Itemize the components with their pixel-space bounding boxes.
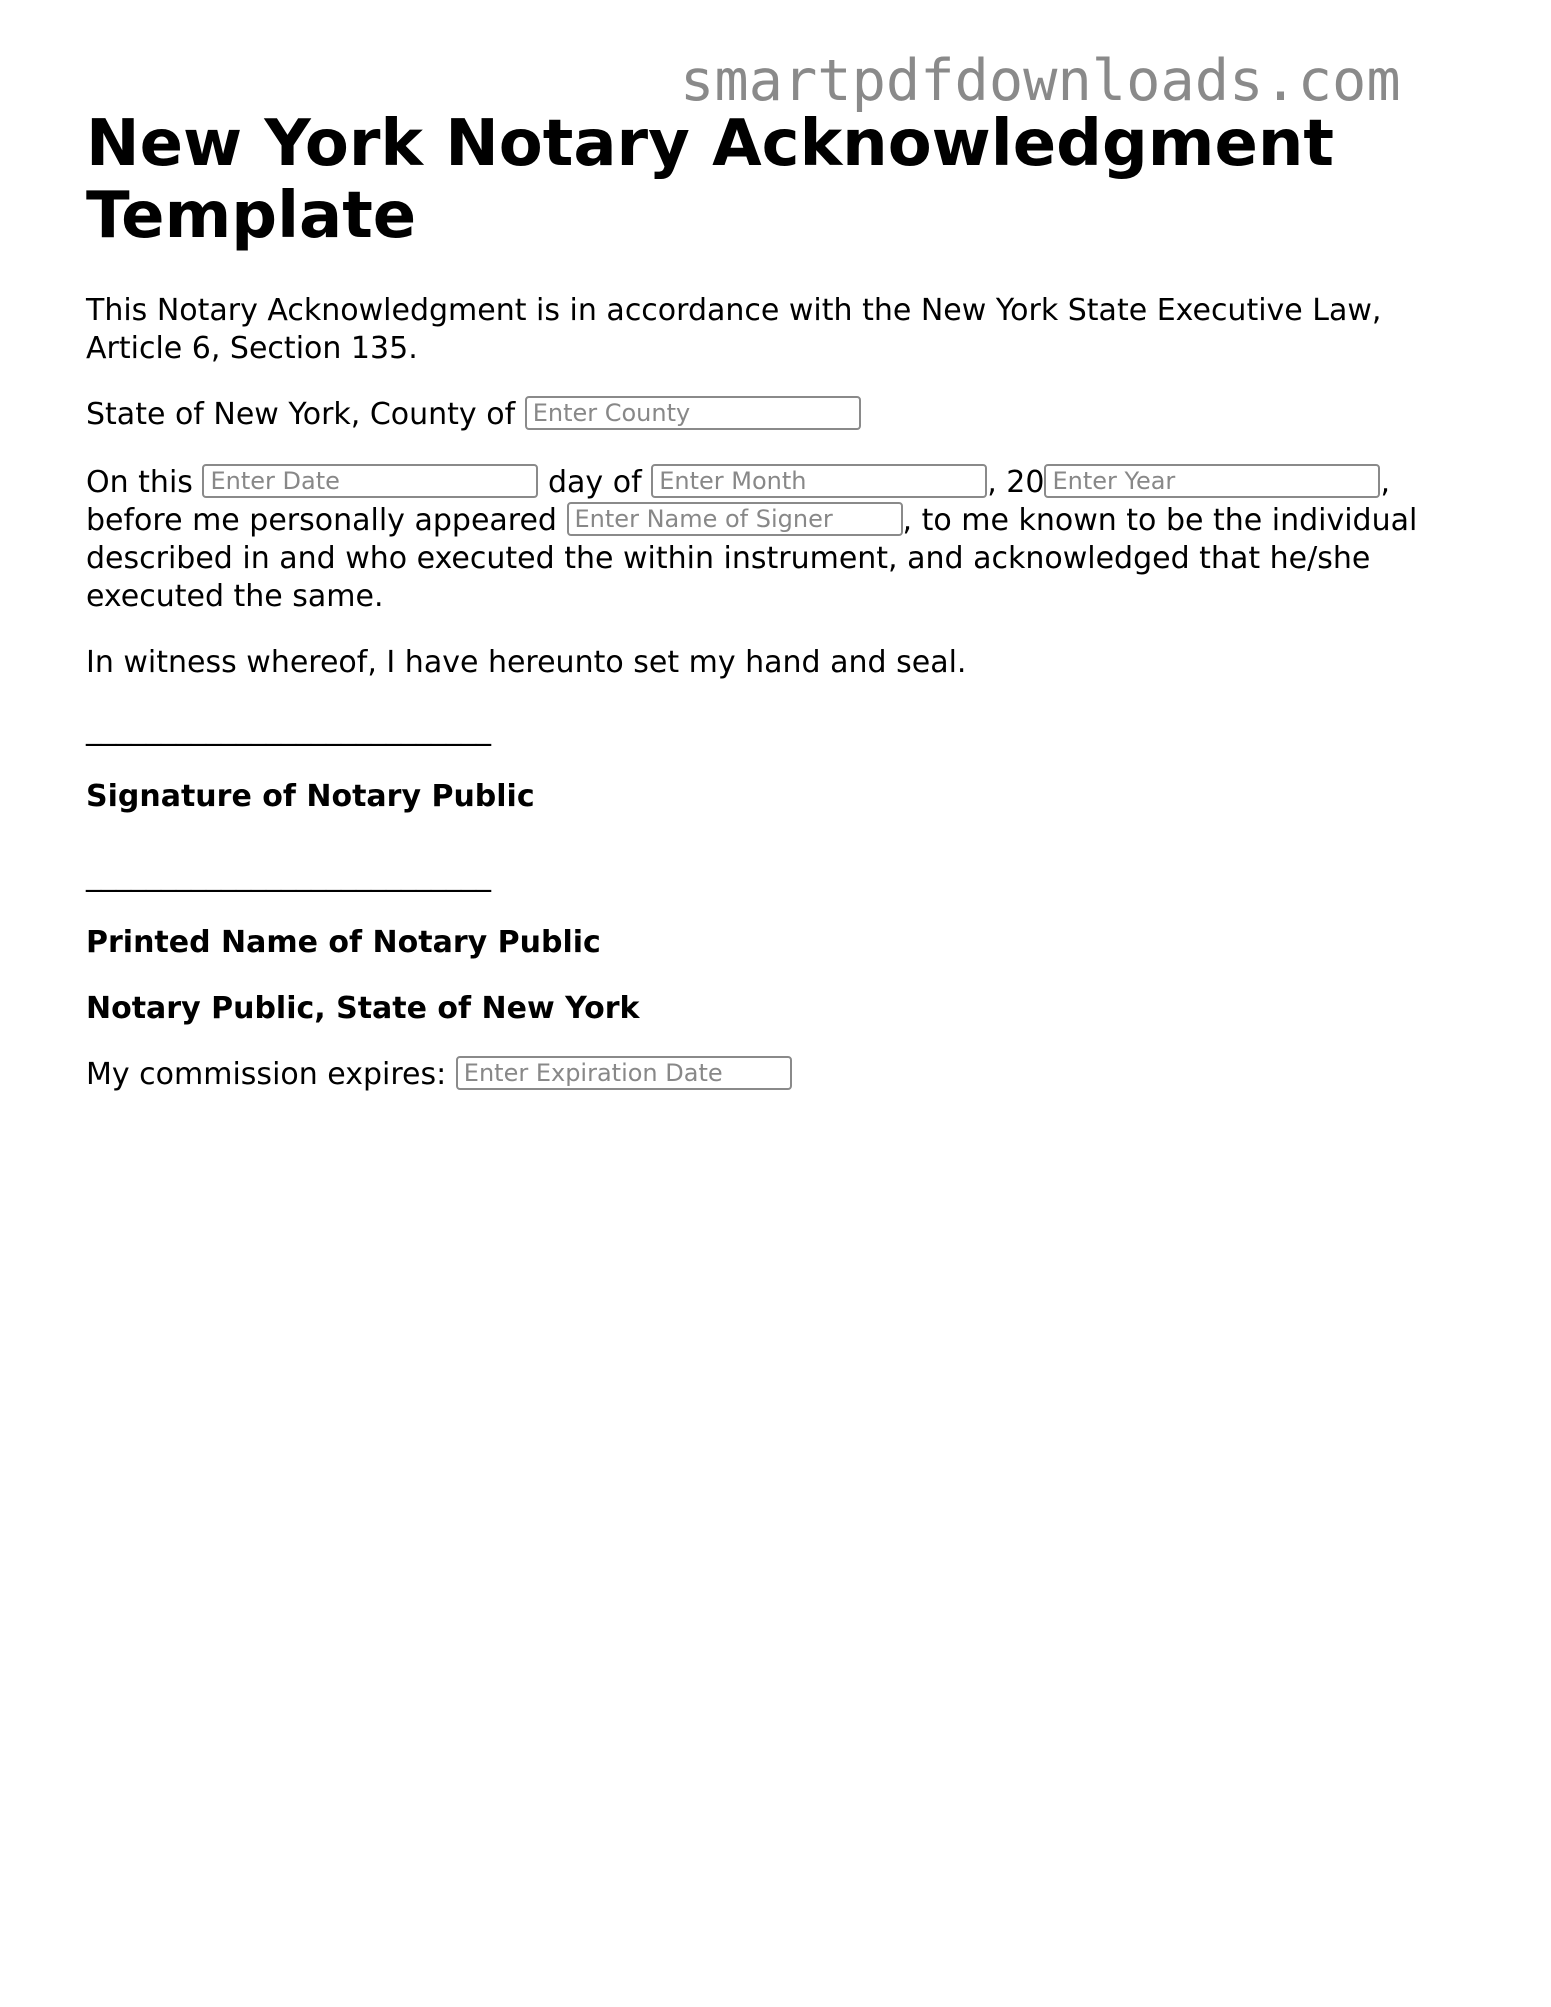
- day-of-text: day of: [548, 465, 642, 500]
- county-input[interactable]: [525, 396, 861, 430]
- appearance-paragraph: [86, 464, 1466, 616]
- printed-name-label: Printed Name of Notary Public: [86, 925, 601, 960]
- on-this-text: On this: [86, 465, 193, 500]
- date-input[interactable]: [202, 464, 538, 498]
- watermark-text: smartpdfdownloads.com: [680, 48, 1401, 114]
- signer-name-input[interactable]: [567, 502, 903, 536]
- signature-line: ___________________________: [86, 712, 491, 747]
- before-me-text: before me personally appeared: [86, 503, 557, 538]
- document-page: [86, 108, 1466, 1094]
- county-label: State of New York, County of: [86, 397, 516, 432]
- witness-statement: In witness whereof, I have hereunto set my hand and seal.: [86, 645, 967, 680]
- page-title: New York Notary Acknowledgment Template: [86, 107, 1334, 253]
- acknowledgment-text: , to me known to be the individual described in and who executed the within instrument, and acknowledged that he/she executed the same.: [86, 503, 1418, 614]
- notary-state-label: Notary Public, State of New York: [86, 991, 640, 1026]
- commission-line: [86, 1056, 1466, 1094]
- commission-label: My commission expires:: [86, 1057, 447, 1092]
- expiration-date-input[interactable]: [456, 1056, 792, 1090]
- printed-name-line: ___________________________: [86, 858, 491, 893]
- year-prefix-text: , 20: [987, 465, 1045, 500]
- signature-label: Signature of Notary Public: [86, 779, 535, 814]
- county-line: [86, 396, 1466, 434]
- year-input[interactable]: [1044, 464, 1380, 498]
- month-input[interactable]: [651, 464, 987, 498]
- comma-text: ,: [1380, 465, 1390, 500]
- intro-paragraph: This Notary Acknowledgment is in accordance with the New York State Executive Law, Article 6, Section 135.: [86, 293, 1382, 366]
